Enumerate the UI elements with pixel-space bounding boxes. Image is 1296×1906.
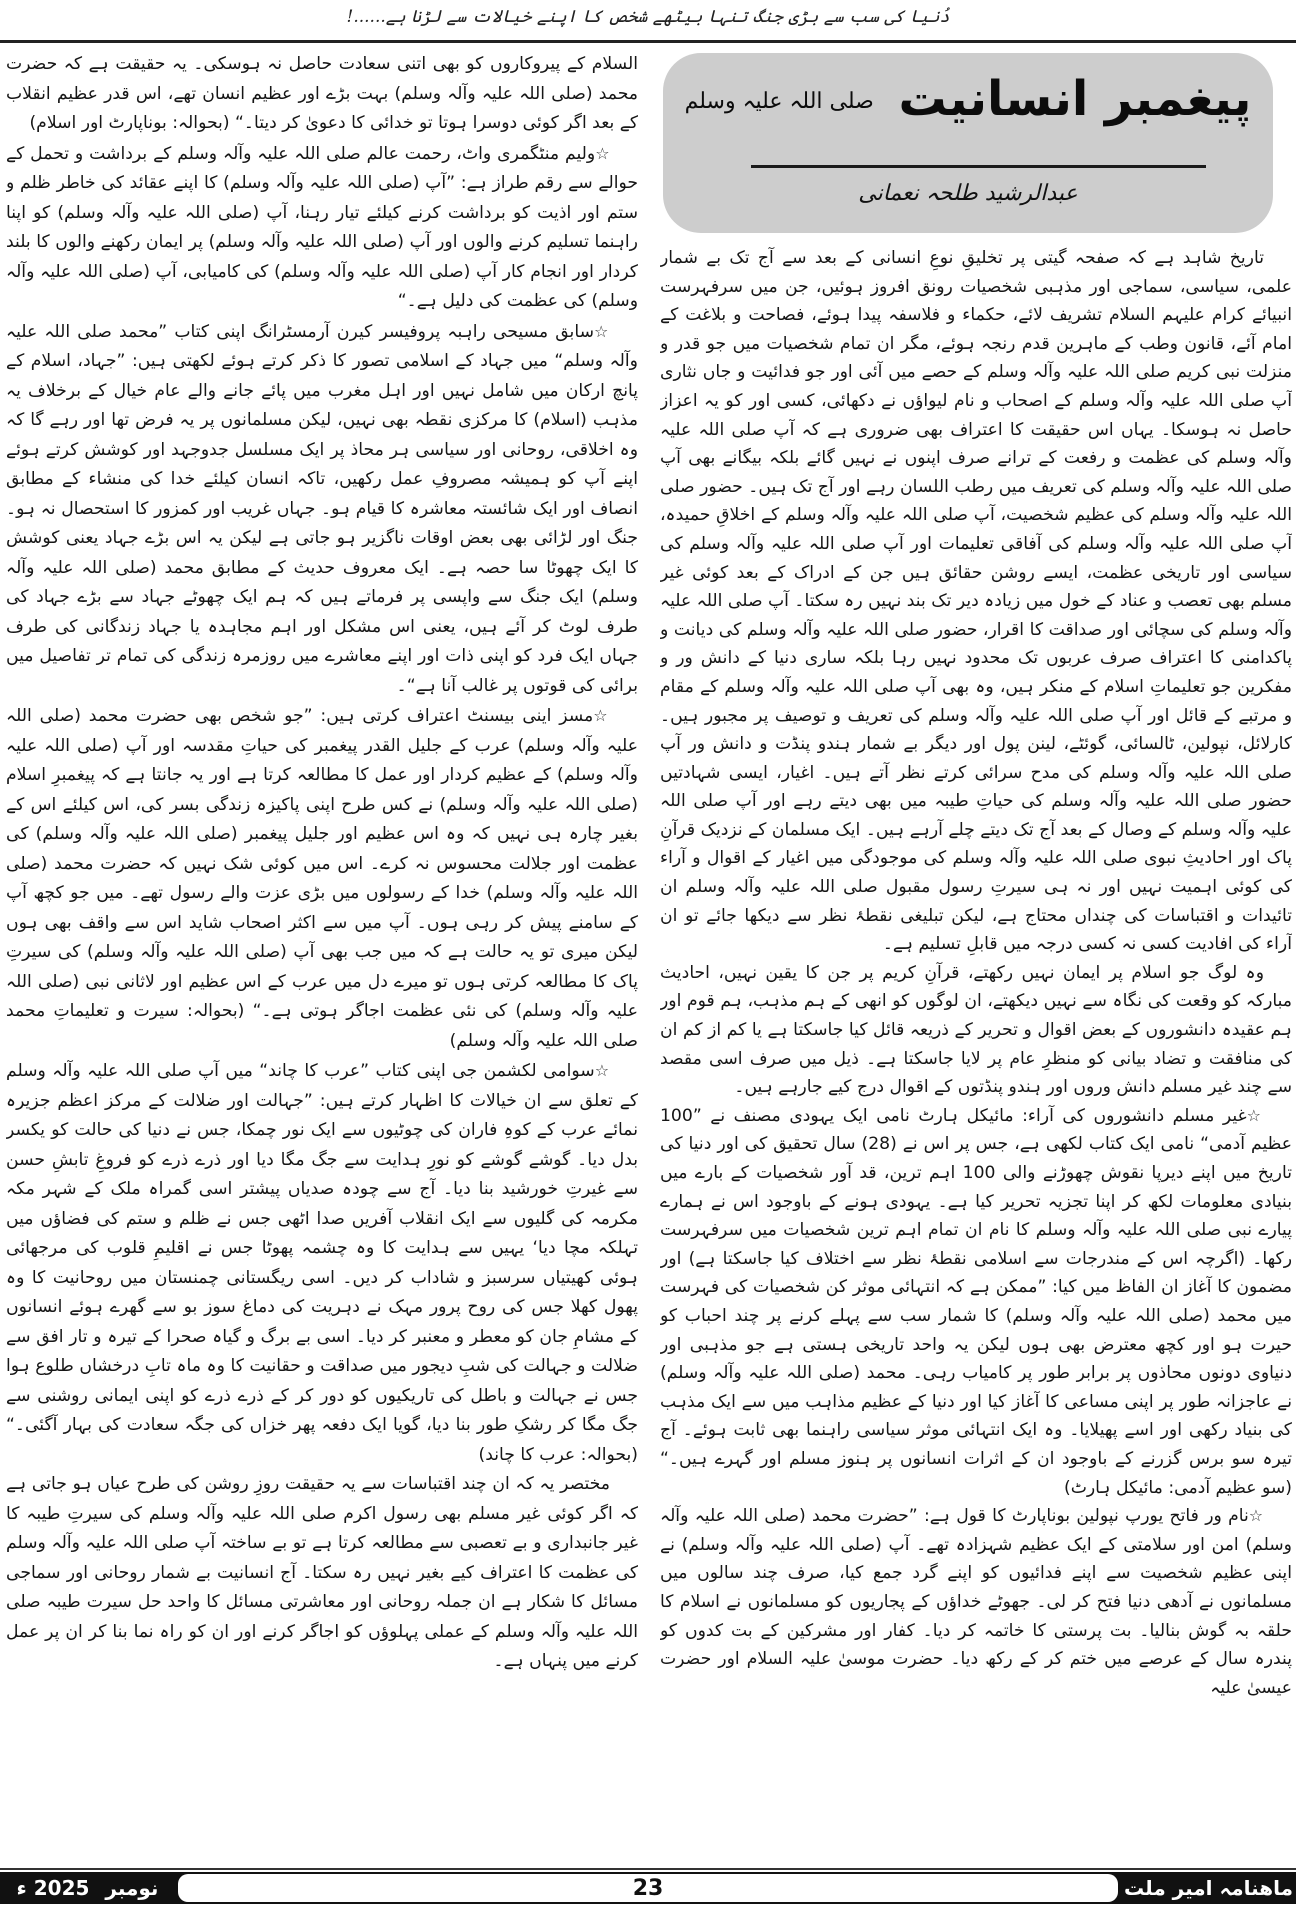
article-title — [663, 67, 1273, 131]
footer-month: نومبر — [105, 1876, 159, 1900]
header-rule — [0, 40, 1296, 43]
star-icon: ☆ — [593, 321, 611, 341]
paragraph-conclusion: مختصر یہ کہ ان چند اقتباسات سے یہ حقیقت روزِ روشن کی طرح عیاں ہو جاتی ہے کہ اگر کوئی غیر مسلم بھی رسول اکرم صلی اللہ علیہ وآلہ وسلم کی سیرتِ طیبہ کا غیر جانبداری و بے تعصبی سے مطالعہ کرتا ہے تو بے ساختہ آپ صلی اللہ علیہ وآلہ وسلم کی عظمت کا اعتراف کیے بغیر نہیں رہ سکتا۔ آج انسانیت بے شمار روحانی اور سماجی مسائل کا شکار ہے ان جملہ روحانی اور معاشرتی مسائل کا واحد حل سیرت طیبہ صلی اللہ علیہ وآلہ وسلم کے عملی پہلوؤں کو اجاگر کرنے اور ان کو راہ نما بنا کر ان پر عمل کرنے میں پنہاں ہے۔ — [6, 1474, 638, 1671]
paragraph-intro: تاریخ شاہد ہے کہ صفحہ گیتی پر تخلیقِ نوعِ انسانی کے بعد سے آج تک بے شمار علمی، سیاسی، سماجی اور مذہبی شخصیات رونق افروز ہوئیں، جن میں سرفہرست انبیائے کرام علیہم السلام تشریف لائے، حکماء و فلاسفہ پیدا ہوئے، فصاحت و بلاغت کے امام آئے، قانون وطب کے ماہرین قدم رنجہ ہوئے، مگر ان تمام شخصیات میں جو قدر و منزلت نبی کریم صلی اللہ علیہ وآلہ وسلم کے حصے میں آئی اور جو فدائیت و جاں نثاری آپ صلی اللہ علیہ وآلہ وسلم کے اصحاب و نام لیواؤں نے دکھائی، کسی اور کو یہ اعزاز حاصل نہ ہوسکا۔ یہاں اس حقیقت کا اعتراف بھی ضروری ہے کہ آپ صلی اللہ علیہ وآلہ وسلم کی عظمت و رفعت کے ترانے صرف اپنوں نے نہیں گائے بلکہ بیگانے بھی آپ صلی اللہ علیہ وآلہ وسلم کی تعریف میں رطب اللسان رہے اور آج تک ہیں۔ حضور صلی اللہ علیہ وآلہ وسلم کی عظیم شخصیت، آپ صلی اللہ علیہ وآلہ وسلم کے اخلاقِ حمیدہ، آپ صلی اللہ علیہ وآلہ وسلم کی آفاقی تعلیمات اور آپ صلی اللہ علیہ وآلہ وسلم کی سیاسی اور تاریخی عظمت، ایسے روشن حقائق ہیں جن کے ادراک کے بعد کوئی غیر مسلم بھی تعصب و عناد کے خول میں زیادہ دیر تک بند نہیں رہ سکتا۔ آپ صلی اللہ علیہ وآلہ وسلم کی سچائی اور صداقت کا اقرار، حضور صلی اللہ علیہ وآلہ وسلم کی دیانت و پاکدامنی کا اعتراف صرف عربوں تک محدود نہیں رہا بلکہ ساری دنیا کے دانش ور و مفکرین جو تعلیماتِ اسلام کے منکر ہیں، وہ بھی آپ صلی اللہ علیہ وآلہ وسلم کے مقام و مرتبے کے قائل اور آپ صلی اللہ علیہ وآلہ وسلم کی تعریف و توصیف پر مجبور ہیں۔ کارلائل، نپولین، ٹالسائی، گوئٹے، لینن پول اور دیگر بے شمار ہندو پنڈت و دانش ور آپ صلی اللہ علیہ وآلہ وسلم کی مدح سرائی کرتے نظر آتے ہیں۔ اغیار، ایسی شہادتیں حضور صلی اللہ علیہ وآلہ وسلم کی حیاتِ طیبہ میں بھی دیتے رہے اور آپ صلی اللہ علیہ وآلہ وسلم کے وصال کے بعد آج تک دیتے چلے آرہے ہیں۔ ایک مسلمان کے نزدیک قرآنِ پاک اور احادیثِ نبوی صلی اللہ علیہ وآلہ وسلم کی موجودگی میں اغیار کے اقوال و آراء کی کوئی اہمیت نہیں اور نہ ہی سیرتِ رسول مقبول صلی اللہ علیہ وآلہ وسلم ان تائیدات و اقتباسات کی چنداں محتاج ہے، لیکن تبلیغی نقطۂ نظر سے دیکھا جائے تو ان آراء کی افادیت کسی نہ کسی درجہ میں قابلِ تسلیم ہے۔ — [660, 248, 1292, 955]
paragraph-napoleon-text: نام ور فاتح یورپ نپولین بوناپارٹ کا قول ہے: ”حضرت محمد (صلی اللہ علیہ وآلہ وسلم) امن اور سلامتی کے ایک عظیم شہزادہ تھے۔ آپ (صلی اللہ علیہ وآلہ وسلم) نے اپنی عظیم شخصیت سے اپنے فدائیوں کو اپنے گرد جمع کیا، صرف چند سالوں میں مسلمانوں نے آدھی دنیا فتح کر لی۔ جھوٹے خداؤں کے پجاریوں کو مسلمانوں نے اسلام کا حلقہ بہ گوش بنالیا۔ بت پرستی کا خاتمہ کر دیا۔ کفار اور مشرکین کے بت کدوں کو پندرہ سال کے عرصے میں ختم کر کے رکھ دیا۔ حضرت موسیٰ علیہ السلام اور حضرت عیسیٰ علیہ — [660, 1506, 1292, 1698]
title-divider — [751, 165, 1206, 168]
paragraph-annie-besant — [6, 701, 638, 1056]
paragraph-annie-besant-text: مسز اینی بیسنٹ اعتراف کرتی ہیں: ”جو شخص بھی حضرت محمد (صلی اللہ علیہ وآلہ وسلم) عرب کے جلیل القدر پیغمبر کی حیاتِ مقدسہ اور آپ (صلی اللہ علیہ وآلہ وسلم) کے عظیم کردار اور عمل کا مطالعہ کرتا ہے اور یہ جانتا ہے کہ پیغمبرِ اسلام (صلی اللہ علیہ وآلہ وسلم) نے کس طرح اپنی پاکیزہ زندگی بسر کی، اس کیلئے اس کے بغیر چارہ ہی نہیں کہ وہ اس عظیم اور جلیل پیغمبر (صلی اللہ علیہ وآلہ وسلم) کی عظمت اور جلالت محسوس نہ کرے۔ اس میں کوئی شک نہیں کہ حضرت محمد (صلی اللہ علیہ وآلہ وسلم) خدا کے رسولوں میں بڑی عزت والے رسول تھے۔ میں جو کچھ آپ کے سامنے پیش کر رہی ہوں۔ آپ میں سے اکثر اصحاب شاید اس سے واقف بھی ہوں لیکن میری تو یہ حالت ہے کہ میں جب بھی آپ (صلی اللہ علیہ وآلہ وسلم) کی سیرتِ پاک کا مطالعہ کرتی ہوں تو میرے دل میں عرب کے اس عظیم اور لاثانی نبی (صلی اللہ علیہ وآلہ وسلم) کی نئی عظمت اجاگر ہوتی ہے۔“ (بحوالہ: سیرت و تعلیماتِ محمد صلی اللہ علیہ وآلہ وسلم) — [6, 706, 638, 1051]
article-title-text: پیغمبر انسانیت — [898, 71, 1252, 127]
paragraph-karen-armstrong — [6, 317, 638, 702]
paragraph-karen-armstrong-text: سابق مسیحی راہبہ پروفیسر کیرن آرمسٹرانگ اپنی کتاب ”محمد صلی اللہ علیہ وآلہ وسلم“ میں جہاد کے اسلامی تصور کا ذکر کرتے ہوئے لکھتی ہیں: ”جہاد، اسلام کے پانچ ارکان میں شامل نہیں اور اہل مغرب میں پائے جانے والے عام خیال کے برخلاف یہ مذہب (اسلام) کا مرکزی نقطہ بھی نہیں، لیکن مسلمانوں پر یہ فرض تھا اور رہے گا کہ وہ اخلاقی، روحانی اور سیاسی ہر محاذ پر ایک مسلسل جدوجہد اور کوشش کرتے ہوئے اپنے آپ کو ہمیشہ مصروفِ عمل رکھیں، تاکہ انسان کیلئے خدا کی منشاء کے مطابق انصاف اور ایک شائستہ معاشرہ کا قیام ہو۔ جہاں غریب اور کمزور کا استحصال نہ ہو۔ جنگ اور لڑائی بھی بعض اوقات ناگزیر ہو جاتی ہے لیکن یہ اس بڑے جہاد یعنی کوشش کا ایک چھوٹا سا حصہ ہے۔ ایک معروف حدیث کے مطابق محمد (صلی اللہ علیہ وآلہ وسلم) ایک جنگ سے واپسی پر فرماتے ہیں کہ ہم ایک چھوٹے جہاد سے بڑے جہاد کی طرف لوٹ کر آئے ہیں، یعنی اس مشکل اور اہم مجاہدہ یا جہاد زندگانی کی طرف جہاں ایک فرد کو اپنی ذات اور اپنے معاشرے میں روزمرہ زندگی کی تمام تر تفاصیل میں برائی کی قوتوں پر غالب آنا ہے“۔ — [6, 321, 638, 696]
star-icon: ☆ — [1248, 1506, 1265, 1526]
footer-year: 2025 ء — [16, 1876, 90, 1900]
paragraph-montgomery-watt — [6, 139, 638, 317]
article-author: عبدالرشید طلحہ نعمانی — [858, 181, 1078, 206]
article-column-left — [6, 50, 638, 1860]
star-icon: ☆ — [595, 143, 611, 163]
page-number: 23 — [632, 1875, 664, 1901]
star-icon: ☆ — [594, 1061, 611, 1080]
paragraph-montgomery-watt-text: ولیم منٹگمری واٹ، رحمت عالم صلی اللہ علیہ وآلہ وسلم کے برداشت و تحمل کے حوالے سے رقم طراز ہے: ”آپ (صلی اللہ علیہ وآلہ وسلم) کا اپنے عقائد کی خاطر ظلم و ستم اور اذیت کو برداشت کرنے کیلئے تیار رہنا، آپ (صلی اللہ علیہ وآلہ وسلم) کو اپنا راہنما تسلیم کرنے والوں اور آپ (صلی اللہ علیہ وآلہ وسلم) پر ایمان رکھنے والوں کا بلند کردار اور انجام کار آپ (صلی اللہ علیہ وآلہ وسلم) کی کامیابی، آپ (صلی اللہ علیہ وآلہ وسلم) کی عظمت کی دلیل ہے۔“ — [6, 143, 638, 311]
paragraph-napoleon — [660, 1502, 1292, 1702]
star-icon: ☆ — [593, 706, 611, 725]
page-footer — [0, 1872, 1296, 1904]
footer-rule — [0, 1868, 1296, 1870]
article-column-right — [660, 244, 1292, 1860]
footer-magazine-name: ماھنامہ امیر ملت — [1123, 1876, 1294, 1900]
footer-issue-date — [0, 1872, 175, 1904]
paragraph-napoleon-continued: السلام کے پیروکاروں کو بھی اتنی سعادت حاصل نہ ہوسکی۔ یہ حقیقت ہے کہ حضرت محمد (صلی اللہ علیہ وآلہ وسلم) بہت بڑے اور عظیم انسان تھے، اس قدر عظیم انقلاب کے بعد اگر کوئی دوسرا ہوتا تو خدائی کا دعویٰ کر دیتا۔“ (بحوالہ: بوناپارٹ اور اسلام) — [6, 54, 638, 133]
honorific-calligraphy: صلی اللہ علیہ وسلم — [684, 89, 874, 114]
star-icon: ☆ — [1246, 1105, 1264, 1125]
paragraph-michael-hart-text: غیر مسلم دانشوروں کی آراء: مائیکل ہارٹ نامی ایک یہودی مصنف نے ”100 عظیم آدمی“ نامی ایک کتاب لکھی ہے، جس پر اس نے (28) سال تحقیق کی اور دنیا کی تاریخ میں اپنے دیرپا نقوش چھوڑنے والی 100 اہم ترین، قد آور شخصیات کے بارے میں بنیادی معلومات لکھ کر اپنا تجزیہ تحریر کیا ہے۔ یہودی ہونے کے باوجود اس نے ہمارے پیارے نبی صلی اللہ علیہ وآلہ وسلم کا نام ان تمام اہم ترین شخصیات میں سرفہرست رکھا۔ (اگرچہ اس کے مندرجات سے اسلامی نقطۂ نظر سے اختلاف کیا جاسکتا ہے) اور مضمون کا آغاز ان الفاظ میں کیا: ”ممکن ہے کہ انتہائی موثر کن شخصیات کی فہرست میں محمد (صلی اللہ علیہ وآلہ وسلم) کا شمار سب سے پہلے کرنے پر چند احباب کو حیرت ہو اور کچھ معترض بھی ہوں لیکن یہ واحد تاریخی ہستی ہے جو مذہبی اور دنیاوی دونوں محاذوں پر برابر طور پر کامیاب رہی۔ محمد (صلی اللہ علیہ وآلہ وسلم) نے عاجزانہ طور پر اپنی مساعی کا آغاز کیا اور دنیا کے عظیم مذاہب میں سے ایک مذہب کی بنیاد رکھی اور اسے پھیلایا۔ وہ ایک انتہائی موثر سیاسی راہنما بھی ثابت ہوئے۔ آج تیرہ سو برس گزرنے کے باوجود ان کے اثرات انسانوں پر ہنوز مسلم اور گہرے ہیں۔“ (سو عظیم آدمی: مائیکل ہارٹ) — [660, 1105, 1292, 1498]
page-number-box — [178, 1874, 1118, 1902]
paragraph-swami-lakshman-text: سوامی لکشمن جی اپنی کتاب ”عرب کا چاند“ میں آپ صلی اللہ علیہ وآلہ وسلم کے تعلق سے ان خیالات کا اظہار کرتے ہیں: ”جہالت اور ضلالت کے مرکز اعظم جزیرہ نمائے عرب کے کوہِ فاران کی چوٹیوں سے ایک نور چمکا، جس نے دنیا کی حالت کو یکسر بدل دیا۔ گوشے گوشے کو نورِ ہدایت سے جگ مگا دیا اور ذرے ذرے کو فروغِ تابشِ حسن سے غیرتِ خورشید بنا دیا۔ آج سے چودہ صدیاں پیشتر اسی گمراہ ملک کے شہر مکہ مکرمہ کی گلیوں سے ایک انقلاب آفریں صدا اٹھی جس نے ظلم و ستم کی فضاؤں میں تہلکہ مچا دیا‘ یہیں سے ہدایت کا وہ چشمہ پھوٹا جس نے اقلیمِ قلوب کی مرجھائی ہوئی کھیتیاں سرسبز و شاداب کر دیں۔ اسی ریگستانی چمنستان میں روحانیت کا وہ پھول کھلا جس کی روح پرور مہک نے دہریت کی دماغ سوز بو سے گھرے ہوئے انسانوں کے مشامِ جان کو معطر و معنبر کر دیا۔ اسی بے برگ و گیاہ صحرا کے تیرہ و تار افق سے ضلالت و جہالت کی شبِ دیجور میں صداقت و حقانیت کا وہ ماہ تابِ درخشاں طلوع ہوا جس نے جہالت و باطل کی تاریکیوں کو دور کر کے ذرے ذرے کو اپنی ایمانی روشنی سے جگ مگا کر رشکِ طور بنا دیا، گویا ایک دفعہ پھر خزاں کی جگہ سعادت کی بہار آگئی۔“ (بحوالہ: عرب کا چاند) — [6, 1061, 638, 1465]
header-motto: دُنیا کی سب سے بڑی جنگ تنہا بیٹھے شخص کا اپنے خیالات سے لڑنا ہے......! — [346, 7, 950, 27]
paragraph-non-believers: وہ لوگ جو اسلام پر ایمان نہیں رکھتے، قرآنِ کریم پر جن کا یقین نہیں، احادیث مبارکہ کو وقعت کی نگاہ سے نہیں دیکھتے، ان لوگوں کو انھی کے ہم مذہب، ہم قوم اور ہم عقیدہ دانشوروں کے بعض اقوال و تحریر کے ذریعہ قائل کیا جاسکتا ہے یا کم از کم ان کی منافقت و تضاد بیانی کو منظرِ عام پر لایا جاسکتا ہے۔ ذیل میں صرف اسی مقصد سے چند غیر مسلم دانش وروں اور ہندو پنڈتوں کے اقوال درج کیے جارہے ہیں۔ — [660, 962, 1292, 1098]
paragraph-swami-lakshman — [6, 1056, 638, 1470]
paragraph-michael-hart — [660, 1102, 1292, 1502]
article-title-box — [663, 53, 1273, 233]
